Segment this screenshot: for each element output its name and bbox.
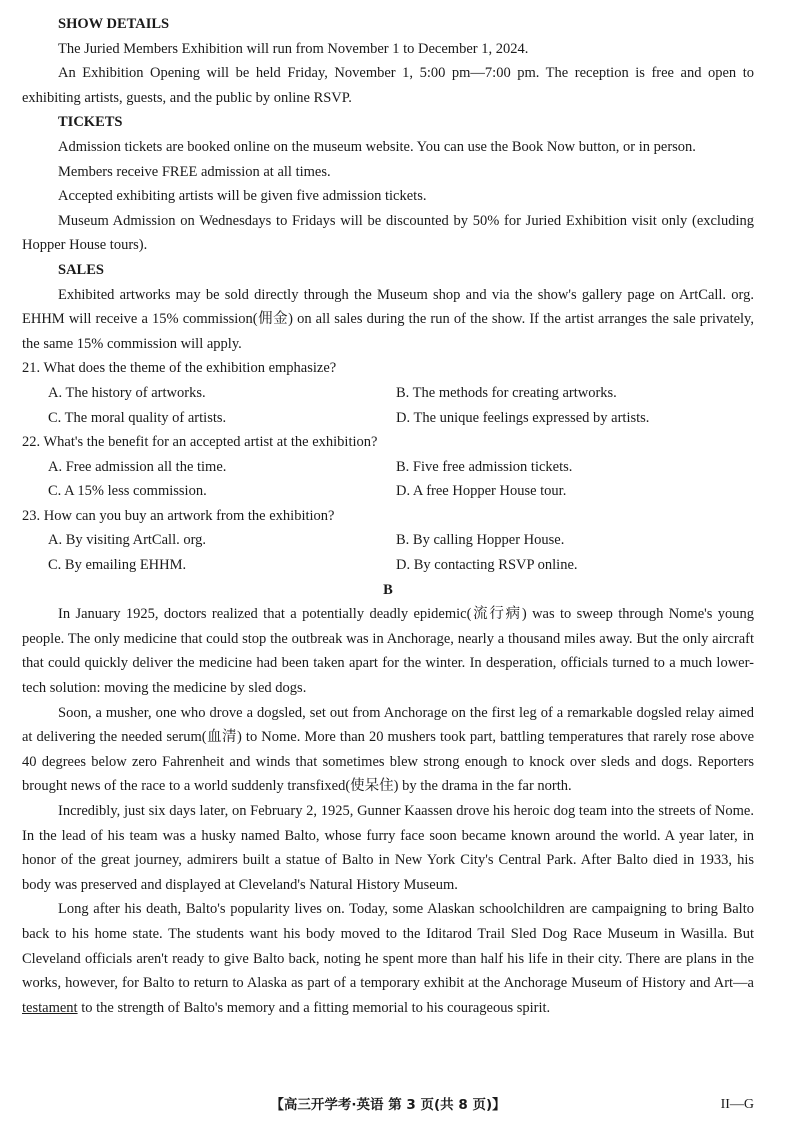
question-stem: 23. How can you buy an artwork from the exhibition? <box>22 507 335 524</box>
question-23 <box>22 504 754 578</box>
footer-paper-code: II—G <box>720 1097 754 1112</box>
footer-page-info: 【高三开学考·英语 第 3 页(共 8 页)】 <box>270 1097 506 1113</box>
question-stem: 21. What does the theme of the exhibition emphasize? <box>22 360 337 377</box>
option-a: A. By visiting ArtCall. org. <box>48 532 207 549</box>
page-footer <box>22 1093 754 1117</box>
option-b: B. By calling Hopper House. <box>396 532 565 549</box>
exam-page <box>22 12 754 1020</box>
question-stem: 22. What's the benefit for an accepted artist at the exhibition? <box>22 434 378 451</box>
tickets-artists: Accepted exhibiting artists will be given five admission tickets. <box>58 188 427 205</box>
passage-b-paragraph-3: Incredibly, just six days later, on February 2, 1925, Gunner Kaassen drove his heroic dog team into the streets of Nome. In the lead of his team was a husky named Balto, whose furry face soon became known around the world. A year later, in honor of the great journey, admirers built a statue of Balto in New York City's Central Park. After Balto died in 1933, his body was preserved and displayed at Cleveland's Natural History Museum. <box>22 803 754 893</box>
option-a: A. The history of artworks. <box>48 384 206 401</box>
option-a: A. Free admission all the time. <box>48 458 227 475</box>
question-21 <box>22 356 754 430</box>
underlined-word-testament: testament <box>22 999 78 1016</box>
paragraph-text-after: to the strength of Balto's memory and a fitting memorial to his courageous spirit. <box>77 999 551 1016</box>
tickets-heading: TICKETS <box>58 114 123 131</box>
sales-heading: SALES <box>58 261 104 278</box>
sales-paragraph: Exhibited artworks may be sold directly through the Museum shop and via the show's gallery page on ArtCall. org. EHHM will receive a 15% commission(佣金) on all sales during the run of the show. If the artist arranges the sale privately, the same 15% commission will apply. <box>22 286 754 352</box>
option-c: C. By emailing EHHM. <box>48 557 187 574</box>
passage-b-paragraph-2: Soon, a musher, one who drove a dogsled, set out from Anchorage on the first leg of a remarkable dogsled relay aimed at delivering the needed serum(血清) to Nome. More than 20 mushers took part, battling temperatures that rarely rose above 40 degrees below zero Fahrenheit and winds that sometimes blew strong enough to knock over sleds and dogs. Reporters brought news of the race to a world suddenly transfixed(使呆住) by the drama in the far north. <box>22 704 754 795</box>
answer-options <box>22 381 754 430</box>
answer-options <box>22 528 754 577</box>
passage-b-paragraph-4 <box>22 897 754 1020</box>
question-22 <box>22 430 754 504</box>
option-c: C. A 15% less commission. <box>48 483 207 500</box>
tickets-discount: Museum Admission on Wednesdays to Fridays will be discounted by 50% for Juried Exhibition visit only (excluding Hopper House tours). <box>22 212 754 254</box>
option-d: D. By contacting RSVP online. <box>396 557 578 574</box>
answer-options <box>22 455 754 504</box>
tickets-members: Members receive FREE admission at all times. <box>58 163 331 180</box>
show-details-opening: An Exhibition Opening will be held Friday, November 1, 5:00 pm—7:00 pm. The reception is free and open to exhibiting artists, guests, and the public by online RSVP. <box>22 65 754 106</box>
show-details-heading: SHOW DETAILS <box>58 16 170 32</box>
option-c: C. The moral quality of artists. <box>48 409 227 426</box>
section-b-label: B <box>383 581 393 598</box>
tickets-booking: Admission tickets are booked online on the museum website. You can use the Book Now button, or in person. <box>58 138 696 155</box>
option-d: D. A free Hopper House tour. <box>396 483 567 500</box>
passage-b-paragraph-1: In January 1925, doctors realized that a potentially deadly epidemic(流行病) was to sweep through Nome's young people. The only medicine that could stop the outbreak was in Anchorage, nearly a thousand miles away. But the only aircraft that could quickly deliver the medicine had been taken apart for the winter. In desperation, officials turned to a much lower-tech solution: moving the medicine by sled dogs. <box>22 606 754 697</box>
option-d: D. The unique feelings expressed by artists. <box>396 409 650 426</box>
show-details-run-dates: The Juried Members Exhibition will run from November 1 to December 1, 2024. <box>58 40 529 57</box>
option-b: B. Five free admission tickets. <box>396 458 573 475</box>
option-b: B. The methods for creating artworks. <box>396 384 617 401</box>
paragraph-text-before: Long after his death, Balto's popularity lives on. Today, some Alaskan schoolchildren are campaigning to bring Balto back to his home state. The students want his body moved to the Iditarod Trail Sled Dog Race Museum in Wasilla. But Cleveland officials aren't ready to give Balto back, noting he spent more than half his life in their city. There are plans in the works, however, for Balto to return to Alaska as part of a temporary exhibit at the Anchorage Museum of History and Art—a <box>22 901 754 992</box>
